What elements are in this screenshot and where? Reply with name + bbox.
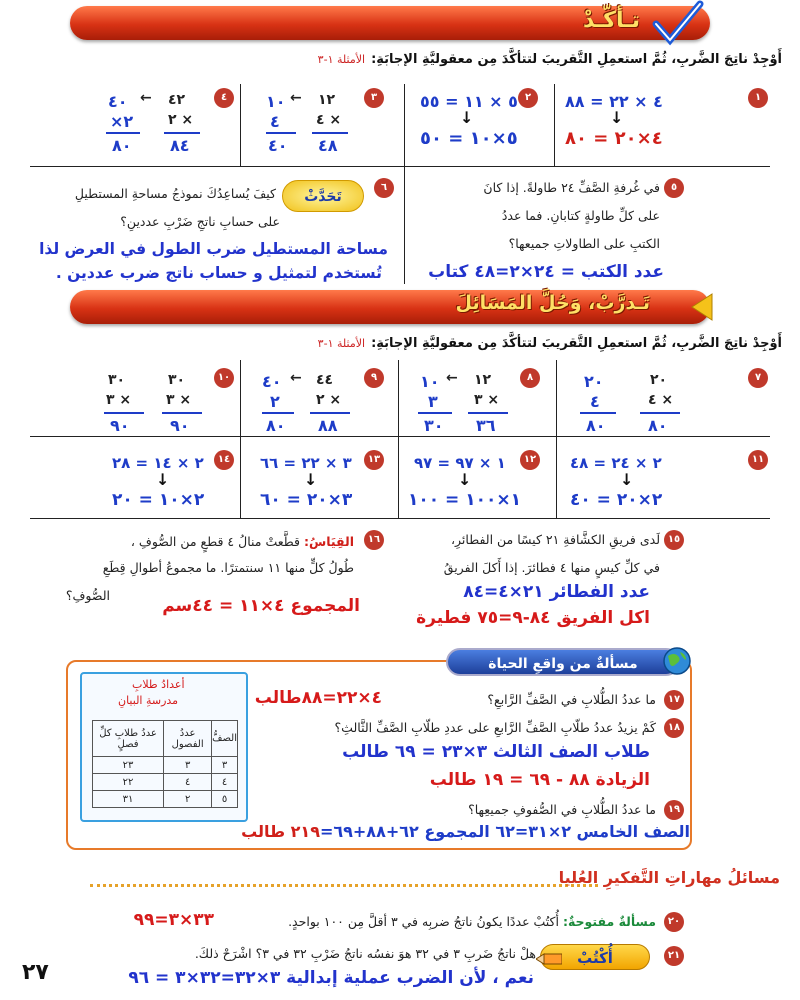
q7-mid2: ٤: [590, 392, 600, 411]
table-cell: ٢: [164, 791, 212, 808]
question-number: ١٦: [364, 530, 384, 550]
q16-text-line1: القِيَاسُ: قطَّعتْ منالُ ٤ قطعٍ من الصُّوفِ ،: [130, 534, 354, 549]
section-title: تـأكّـدْ: [582, 8, 640, 33]
q6-answer-line1: مساحة المستطيل ضرب الطول في العرض لذا: [39, 240, 388, 258]
q5-text-line3: الكتبِ على الطاولاتِ جميعها؟: [508, 236, 660, 251]
divider: [104, 412, 144, 414]
q3-res2: ٤٠: [268, 136, 288, 155]
q3-top2: ١٠: [266, 92, 286, 111]
checkmark-icon: [650, 0, 706, 46]
q3-mid2: ٤: [270, 112, 280, 131]
triangle-marker-icon: [690, 292, 716, 322]
divider: [30, 518, 770, 519]
divider: [468, 412, 508, 414]
q15-text-line1: لَدى فريقِ الكشَّافةِ ٢١ كيسًا من الفطائرِ،: [450, 532, 660, 547]
table-header: الصفُّ: [212, 721, 238, 757]
q18-answer-line1: طلاب الصف الثالث ٣×٢٣ = ٦٩ طالب: [342, 742, 650, 762]
table-cell: ٢٢: [93, 774, 164, 791]
arrow-left-icon: ←: [446, 370, 458, 386]
q9-top2: ٤٠: [262, 372, 282, 391]
q10-res1: ٩٠: [170, 416, 190, 435]
q8-top1: ١٢: [474, 372, 492, 388]
divider: [580, 412, 616, 414]
q19-text: ما عددُ الطُّلابِ في الصُّفوفِ جميعِها؟: [468, 802, 656, 817]
arrow-down-icon: ↓: [304, 470, 318, 489]
q20-text: مسألةٌ مفتوحةٌ: أُكتُبْ عددًا يكونُ ناتجُ ضربِه في ٣ أقلَّ مِن ١٠٠ بواحدٍ.: [288, 914, 656, 929]
question-number: ١٨: [664, 718, 684, 738]
arrow-left-icon: ←: [140, 90, 152, 106]
divider: [398, 360, 399, 518]
question-number: ١٢: [520, 450, 540, 470]
globe-icon: [662, 646, 692, 676]
q8-mid1: × ٣: [474, 392, 500, 408]
notebook-title-line1: أعدادُ طلابِ: [132, 678, 185, 691]
divider: [312, 132, 348, 134]
q4-mid1: × ٢: [168, 112, 194, 128]
question-number: ٤: [214, 88, 234, 108]
real-life-badge: مسألةٌ من واقعِ الحياة: [446, 648, 680, 676]
q5-text-line1: في غُرفةِ الصَّفِّ ٢٤ طاولةً. إذا كانَ: [483, 180, 660, 195]
q11-line2: ٢×٢٠ = ٤٠: [570, 490, 663, 510]
q15-answer-line2: اكل الفريق ٨٤-٩=٧٥ فطيرة: [416, 608, 650, 628]
q7-top2: ٢٠: [584, 372, 604, 391]
arrow-down-icon: ↓: [620, 470, 634, 489]
q19-answer: الصف الخامس ٢×٣١=٦٢ المجموع ٦٢+٨٨+٦٩=٢١٩ طالب: [241, 822, 690, 841]
q7-top1: ٢٠: [650, 372, 668, 388]
data-table-notebook: [80, 672, 248, 822]
table-cell: ٣١: [93, 791, 164, 808]
q9-mid1: × ٢: [316, 392, 342, 408]
q9-res1: ٨٨: [318, 416, 338, 435]
q2-line2: ٥×١٠ = ٥٠: [420, 128, 518, 149]
class-data-table: [92, 720, 238, 808]
q4-res1: ٨٤: [170, 136, 190, 155]
q6-answer-line2: تُستخدم لتمثيل و حساب ناتج ضرب عددين .: [55, 264, 382, 282]
q1-line2: ٤×٢٠ = ٨٠: [565, 128, 663, 149]
question-number: ١٧: [664, 690, 684, 710]
arrow-down-icon: ↓: [156, 470, 170, 489]
q5-answer: عدد الكتب = ٢٤×٢=٤٨ كتاب: [428, 262, 664, 282]
q21-text: هلْ ناتجُ ضَربِ ٣ في ٣٢ هوَ نفسُه ناتجُ ضَرْبِ ٣٢ في ٣؟ اشْرَحْ ذلكَ.: [194, 946, 536, 961]
arrow-down-icon: ↓: [460, 108, 474, 127]
q1-line1: ٤ × ٢٢ = ٨٨: [565, 92, 663, 111]
q14-line2: ٢×١٠ = ٢٠: [112, 490, 205, 510]
q3-top1: ١٢: [318, 92, 336, 108]
question-number: ١٣: [364, 450, 384, 470]
higher-order-title: مسائلُ مهاراتِ التَّفكيرِ العُليا: [558, 868, 780, 887]
arrow-down-icon: ↓: [610, 108, 624, 127]
divider: [262, 412, 294, 414]
arrow-left-icon: ←: [290, 370, 302, 386]
section-banner-practice: [70, 290, 710, 324]
table-row: [93, 757, 238, 774]
page-number: ٢٧: [22, 960, 49, 985]
divider: [310, 412, 350, 414]
pencil-icon: [536, 952, 562, 966]
arrow-down-icon: ↓: [458, 470, 472, 489]
q7-res2: ٨٠: [586, 416, 606, 435]
table-cell: ٣: [212, 757, 238, 774]
question-number: ١٤: [214, 450, 234, 470]
q4-top1: ٤٢: [168, 92, 186, 108]
question-number: ٧: [748, 368, 768, 388]
question-number: ١٥: [664, 530, 684, 550]
q21-answer: نعم ، لأن الضرب عملية إبدالية ٣×٣٢=٣٢×٣ = ٩٦: [128, 968, 534, 988]
divider: [30, 436, 770, 437]
q2-line1: ٥ × ١١ = ٥٥: [420, 92, 518, 111]
q4-top2: ٤٠: [108, 92, 128, 111]
q10-top2: ٣٠: [108, 372, 126, 388]
q8-mid2: ٣: [428, 392, 438, 411]
instruction: أَوْجِدْ ناتِجَ الضَّربِ، ثُمَّ استعمِلِ التَّقريبَ لتتأكَّدَ مِن معقوليَّةِ الإجابَةِ:الأمثلة ١-٣: [317, 52, 782, 67]
table-header: عددُ الفصول: [164, 721, 212, 757]
divider: [240, 84, 241, 166]
q13-line2: ٣×٢٠ = ٦٠: [260, 490, 353, 510]
q15-text-line2: في كلِّ كيسٍ منها ٤ فطائرَ. إذا أَكلَ الفريقُ: [443, 560, 660, 575]
q4-res2: ٨٠: [112, 136, 132, 155]
q16-text-line2: طُولُ كلٍّ منها ١١ سنتمترًا. ما مجموعُ أطوالِ قِطَعِ: [102, 560, 354, 575]
q5-text-line2: على كلِّ طاولةٍ كتابانِ. فما عددُ: [501, 208, 660, 223]
divider: [30, 166, 770, 167]
table-cell: ٥: [212, 791, 238, 808]
q16-answer: المجموع ٤×١١ = ٤٤سم: [162, 596, 360, 616]
divider: [554, 84, 555, 166]
divider: [106, 132, 140, 134]
talk-badge: تَحَدَّثْ: [282, 180, 364, 212]
q4-mid2: ٢×: [110, 112, 134, 131]
q9-top1: ٤٤: [316, 372, 334, 388]
divider: [266, 132, 296, 134]
divider: [162, 412, 202, 414]
q6-text-line1: كيفَ يُساعِدُكَ نموذجُ مساحةِ المستطيلِ: [74, 186, 276, 201]
table-row: [93, 774, 238, 791]
question-number: ٣: [364, 88, 384, 108]
q10-mid2: × ٣: [106, 392, 132, 408]
q6-text-line2: على حسابِ ناتجِ ضَرْبِ عددينِ؟: [120, 214, 280, 229]
question-number: ٢١: [664, 946, 684, 966]
q3-res1: ٤٨: [318, 136, 338, 155]
question-number: ٦: [374, 178, 394, 198]
q20-answer: ٣٣×٣=٩٩: [133, 910, 214, 930]
q17-answer: ٤×٢٢=٨٨طالب: [254, 688, 382, 708]
divider: [640, 412, 680, 414]
table-cell: ٢٣: [93, 757, 164, 774]
q17-text: ما عددُ الطُّلابِ في الصَّفِّ الرَّابعِ؟: [487, 692, 656, 707]
table-cell: ٣: [164, 757, 212, 774]
table-cell: ٤: [164, 774, 212, 791]
divider: [164, 132, 200, 134]
question-number: ١٩: [664, 800, 684, 820]
q10-top1: ٣٠: [168, 372, 186, 388]
divider: [404, 84, 405, 284]
question-number: ٨: [520, 368, 540, 388]
q14-line1: ٢ × ١٤ = ٢٨: [112, 454, 204, 472]
q9-mid2: ٢: [270, 392, 280, 411]
table-cell: ٤: [212, 774, 238, 791]
question-number: ٢: [518, 88, 538, 108]
q8-res1: ٣٦: [476, 416, 496, 435]
q18-text: كَمْ يزيدُ عددُ طلّابِ الصَّفِّ الرَّابعِ على عددِ طلّابِ الصَّفِّ الثَّالثِ؟: [334, 720, 656, 735]
dotted-divider: [90, 884, 598, 887]
table-row: [93, 791, 238, 808]
q18-answer-line2: الزيادة ٨٨ - ٦٩ = ١٩ طالب: [429, 770, 650, 790]
q8-top2: ١٠: [420, 372, 440, 391]
divider: [240, 360, 241, 518]
arrow-left-icon: ←: [290, 90, 302, 106]
q10-res2: ٩٠: [110, 416, 130, 435]
divider: [418, 412, 452, 414]
notebook-title-line2: مدرسةِ البيانِ: [118, 694, 179, 707]
section-title: تَـدرَّبْ، وَحُلَّ المَسَائِلَ: [455, 292, 650, 314]
q7-mid1: × ٤: [648, 392, 674, 408]
write-badge: أُكْتُبْ: [540, 944, 650, 970]
q8-res2: ٣٠: [424, 416, 444, 435]
q15-answer-line1: عدد الفطائر ٢١×٤=٨٤: [463, 582, 650, 602]
table-header: عددُ طلابِ كلِّ فصلٍ: [93, 721, 164, 757]
question-number: ١٠: [214, 368, 234, 388]
question-number: ٢٠: [664, 912, 684, 932]
q12-line1: ١ × ٩٧ = ٩٧: [414, 454, 506, 472]
q12-line2: ١×١٠٠ = ١٠٠: [408, 490, 522, 510]
question-number: ٥: [664, 178, 684, 198]
question-number: ٩: [364, 368, 384, 388]
instruction: أَوْجِدْ ناتِجَ الضَّربِ، ثُمَّ استعمِلِ التَّقريبَ لتتأكَّدَ مِن معقوليَّةِ الإجابَةِ:الأمثلة ١-٣: [317, 336, 782, 351]
section-banner-check: [70, 6, 710, 40]
q16-text-line3: الصُّوفِ؟: [65, 588, 110, 603]
question-number: ١١: [748, 450, 768, 470]
q3-mid1: × ٤: [316, 112, 342, 128]
q11-line1: ٢ × ٢٤ = ٤٨: [570, 454, 662, 472]
q9-res2: ٨٠: [266, 416, 286, 435]
question-number: ١: [748, 88, 768, 108]
divider: [556, 360, 557, 518]
q13-line1: ٣ × ٢٢ = ٦٦: [260, 454, 352, 472]
q10-mid1: × ٣: [166, 392, 192, 408]
q7-res1: ٨٠: [648, 416, 668, 435]
